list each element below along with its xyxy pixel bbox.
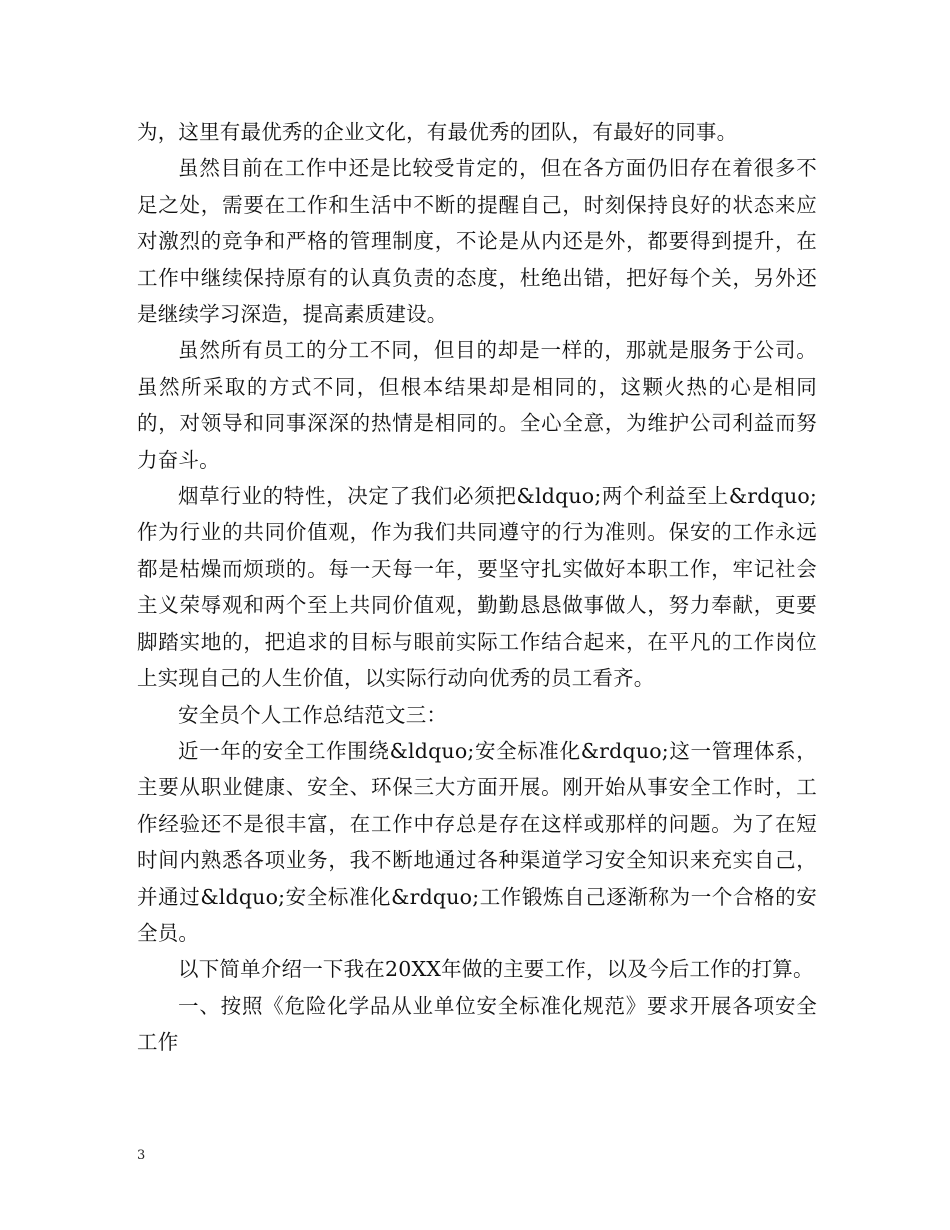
paragraph-3: 虽然所有员工的分工不同，但目的却是一样的，那就是服务于公司。虽然所采取的方式不同，但根本结果却是相同的，这颗火热的心是相同的，对领导和同事深深的热情是相同的。全心全意，为维护公司利益而努力奋斗。 (137, 338, 817, 472)
paragraph-1: 为，这里有最优秀的企业文化，有最优秀的团队，有最好的同事。 (137, 120, 738, 144)
paragraph-4: 烟草行业的特性，决定了我们必须把&ldquo;两个利益至上&rdquo;作为行业的共同价值观，作为我们共同遵守的行为准则。保安的工作永远都是枯燥而烦琐的。每一天每一年，要坚守扎实做好本职工作，牢记社会主义荣辱观和两个至上共同价值观，勤勤恳恳做事做人，努力奉献，更要脚踏实地的，把追求的目标与眼前实际工作结合起来，在平凡的工作岗位上实现自己的人生价值，以实际行动向优秀的员工看齐。 (137, 484, 817, 691)
paragraph-7: 以下简单介绍一下我在20XX年做的主要工作，以及今后工作的打算。 (178, 957, 814, 982)
document-body (137, 114, 817, 1061)
paragraph-8: 一、按照《危险化学品从业单位安全标准化规范》要求开展各项安全工作 (137, 993, 817, 1055)
section-heading: 安全员个人工作总结范文三： (178, 702, 448, 727)
paragraph-6: 近一年的安全工作围绕&ldquo;安全标准化&rdquo;这一管理体系，主要从职业健康、安全、环保三大方面开展。刚开始从事安全工作时，工作经验还不是很丰富，在工作中存总是存在这样或那样的问题。为了在短时间内熟悉各项业务，我不断地通过各种渠道学习安全知识来充实自己，并通过&ldquo;安全标准化&rdquo;工作锻炼自己逐渐称为一个合格的安全员。 (137, 738, 817, 945)
paragraph-2: 虽然目前在工作中还是比较受肯定的，但在各方面仍旧存在着很多不足之处，需要在工作和生活中不断的提醒自己，时刻保持良好的状态来应对激烈的竞争和严格的管理制度，不论是从内还是外，都要得到提升，在工作中继续保持原有的认真负责的态度，杜绝出错，把好每个关，另外还是继续学习深造，提高素质建设。 (137, 156, 817, 327)
page-number: 3 (137, 1148, 146, 1163)
